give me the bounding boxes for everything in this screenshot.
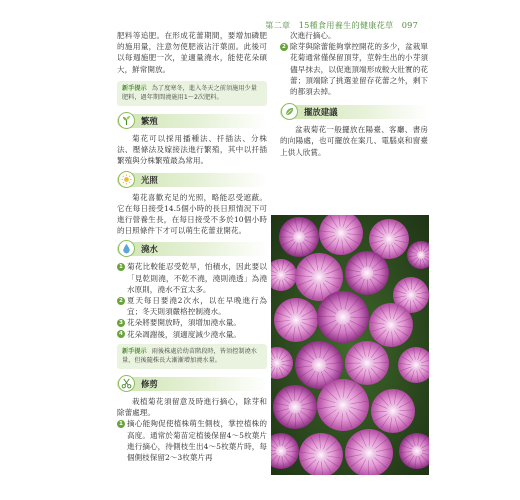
tip-text: 為了度寒冬，進入冬天之前須施用少量肥料，過年期間澆施用1～2次肥料。 <box>122 84 257 102</box>
watering-list <box>117 261 267 339</box>
list-item-text: 花朵將要開放時，須增加澆水量。 <box>127 318 241 328</box>
flower-bloom <box>299 433 343 475</box>
list-item <box>117 261 267 295</box>
tip-text: 雨後株處於幼苗階段時，皆須控制澆水量，但後隨株長大漸漸增加澆水量。 <box>122 347 257 365</box>
flower-bloom <box>273 385 317 429</box>
list-item <box>117 295 267 317</box>
scissors-icon <box>118 375 135 392</box>
section-title-sunlight: 光照 <box>141 174 158 185</box>
list-item-text: 菊花比較能忍受乾旱，怕積水，因此要以「見乾則澆，不乾不澆，澆則澆透」為澆水原則，澆水不宜太多。 <box>127 262 267 294</box>
section-header-sunlight <box>117 173 267 187</box>
number-badge: 2 <box>280 43 288 51</box>
chrysanthemum-image <box>271 215 429 475</box>
flower-bloom <box>369 303 413 347</box>
right-column <box>280 30 428 164</box>
tip-label: 新手提示 <box>122 84 147 92</box>
list-item-text: 除芽與除蕾能夠掌控開花的多少，盆栽單花菊通常僅保留頂芽，莖幹生出的小芽須儘早抹去，以促進頂端形成較大壯實的花蕾；頂端除了挑選並留存花蕾之外，剩下的都須去掉。 <box>290 42 428 97</box>
left-column <box>117 30 267 463</box>
flower-bloom <box>345 341 389 385</box>
list-item <box>280 41 428 97</box>
placement-paragraph: 盆栽菊花一般擺放在陽臺、客廳、書房的向陽處，也可擺放在案几、電腦桌和窗臺上供人欣賞。 <box>280 125 428 157</box>
section-title-watering: 澆水 <box>141 244 158 255</box>
number-badge: 1 <box>117 420 125 428</box>
list-item <box>117 329 267 340</box>
water-drop-icon <box>118 240 135 257</box>
sun-icon <box>118 171 135 188</box>
flower-bloom <box>317 291 369 343</box>
pruning-paragraph: 栽植菊花須留意及時進行摘心，除芽和除蕾處理。 <box>117 397 267 418</box>
sunlight-paragraph: 菊花喜歡充足的光照，略能忍受遮蔽。它在每日接受14.5個小時的長日照情況下可進行營養生長，在每日接受不多於10個小時的日照條件下才可以萌生花蕾並開花。 <box>117 192 267 236</box>
list-item-text: 夏天每日要澆2次水，以在早晚進行為宜；冬天則須嚴格控制澆水。 <box>127 296 267 317</box>
list-item <box>117 317 267 328</box>
continuation-text: 次進行摘心。 <box>290 31 336 40</box>
intro-paragraph: 肥料等追肥。在形成花蕾期間，要增加磷肥的施用量，注意勿使肥液沾汙葉面。此後可以每週施肥一次，並適量澆水，能使花朵碩大，鮮常開放。 <box>117 31 267 74</box>
list-item-text: 花朵凋謝後，須適度減少澆水量。 <box>127 329 241 339</box>
list-item-text: 摘心能夠促使植株萌生側枝，掌控植株的高度。通常於菊苗定植後保留4～5枚葉片進行摘心，待側枝生出4～5枚葉片時，每個側枝保留2～3枚葉片再 <box>127 419 267 463</box>
number-badge: 1 <box>117 263 125 271</box>
flower-bloom <box>371 389 415 433</box>
chrysanthemum-photo <box>271 215 429 475</box>
section-header-placement <box>280 105 428 119</box>
flower-bloom <box>279 217 319 257</box>
running-header: 第二章 15種食用養生的健康花草 097 <box>265 20 418 30</box>
flower-bloom <box>345 429 393 475</box>
propagation-paragraph: 菊花可以採用播種法、扦插法、分株法、壓條法及嫁接法進行繁殖，其中以扦插繁殖與分株繁殖最為常用。 <box>117 134 267 166</box>
seedling-icon <box>118 112 135 129</box>
tip-label: 新手提示 <box>122 347 147 355</box>
number-badge: 2 <box>117 297 125 305</box>
list-item <box>117 418 267 463</box>
tip-box-fertilizer <box>117 81 267 106</box>
section-header-watering <box>117 242 267 256</box>
leaf-icon <box>281 103 298 120</box>
flower-bloom <box>345 251 389 295</box>
number-badge: 3 <box>117 319 125 327</box>
section-header-pruning <box>117 377 267 391</box>
tip-box-watering <box>117 344 267 369</box>
section-title-pruning: 修剪 <box>141 379 158 390</box>
section-header-propagation <box>117 114 267 128</box>
flower-bloom <box>274 298 318 342</box>
flower-bloom <box>317 379 369 431</box>
section-title-propagation: 繁殖 <box>141 116 158 126</box>
section-title-placement: 擺放建議 <box>304 107 338 118</box>
number-badge: 4 <box>117 330 125 338</box>
